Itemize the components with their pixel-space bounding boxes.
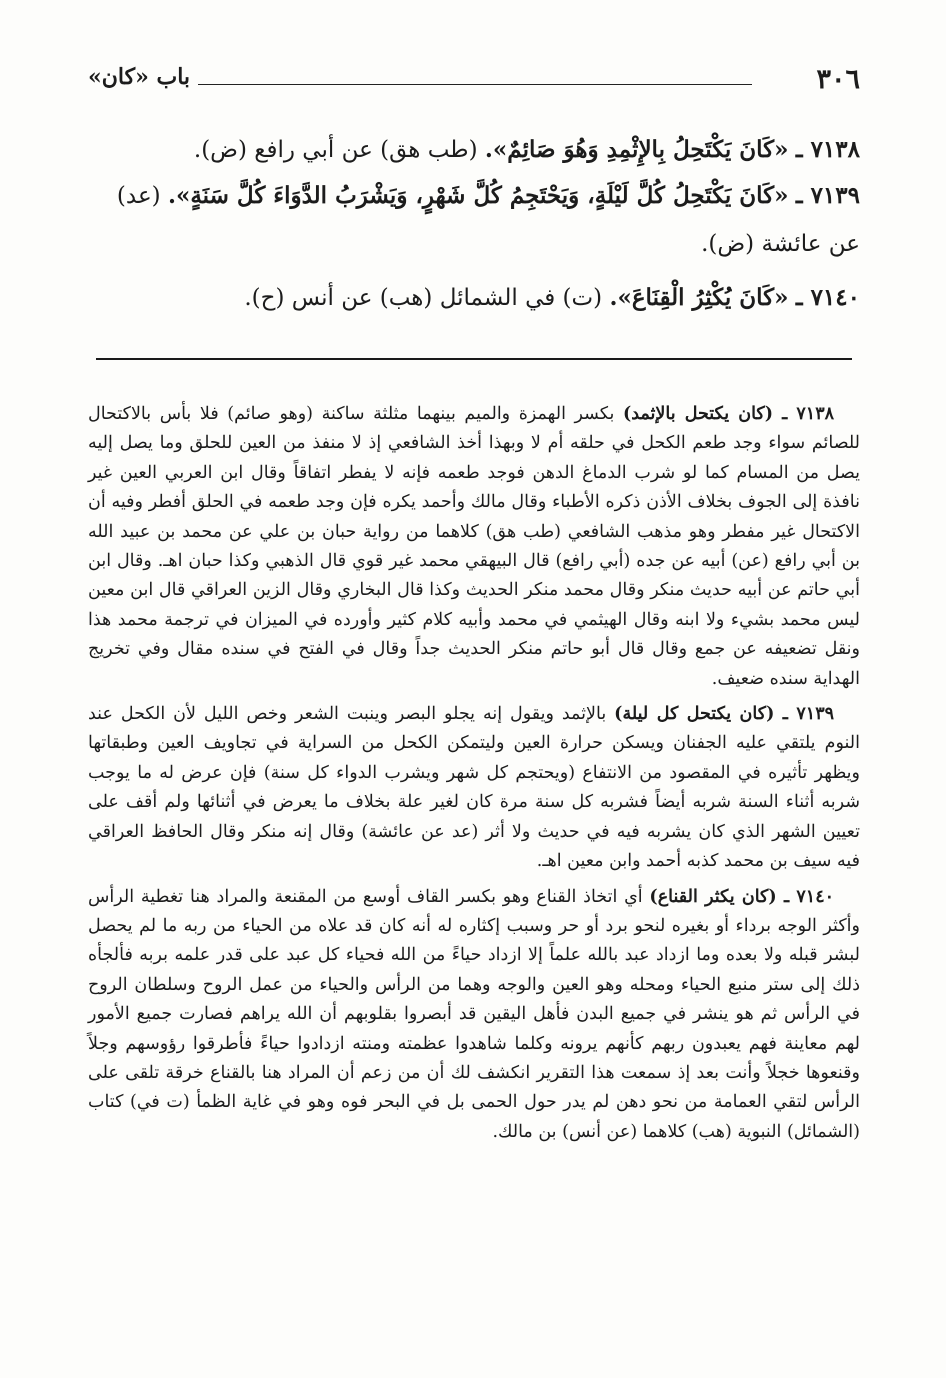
header-rule — [198, 84, 752, 85]
commentary-paragraph-7139 — [88, 700, 860, 876]
commentary-text: بالإثمد ويقول إنه يجلو البصر وينبت الشعر وخص الليل لأن الكحل عند النوم يلتقي عليه الجفنان ويسكن حرارة العين وليتمكن الكحل من السراية في تجاويف العين وطبقاتها ويظهر تأثيره في المقصود من الانتفاع (ويحتجم كل شهر ويشرب الدواء كل سنة) فإن عرض له ما يوجب شربه أثناء السنة شربه أيضاً فشربه كل سنة مرة كان لغير علة بخلاف ما يعرض في أثنائها ولم أقف على تعيين الشهر الذي كان يشربه فيه في حديث ولا أثر (عد عن عائشة) وقال إنه منكر وقال الحافظ العراقي فيه سيف بن محمد كذبه أحمد وابن معين اهـ. — [88, 704, 860, 872]
hadith-source: (ت) في الشمائل (هب) عن أنس (ح). — [244, 285, 603, 311]
commentary-text: أي اتخاذ القناع وهو بكسر القاف أوسع من المقنعة والمراد هنا تغطية الرأس وأكثر الوجه برداء أو بغيره لنحو برد أو حر وسبب إكثاره له أنه كان قد علاه من الحياء من ربه ما لم يحصل لبشر قبله ولا بعده وما ازداد عبد بالله علماً إلا ازداد حياءً من الله فحياء كل عبد على قدر علمه بربه فألجأه ذلك إلى ستر منبع الحياء ومحله وهو العين والوجه وهما من الرأس والحياء من عمل الروح وسلطان الروح في الرأس ثم هو ينشر في جميع البدن فأهل اليقين قد أبصروا بقلوبهم أن الله يراهم فصارت جميع الأمور لهم معاينة فهم يعبدون ربهم كأنهم يرونه وكلما شاهدوا عظمته ومنته ازدادوا حياءً فأطرقوا رؤوسهم وجلاً وقنعوها خجلاً وأنت بعد إذ سمعت هذا التقرير انكشف لك أن من زعم أن المراد هنا بالقناع خرقة تلقى على الرأس لتقي العمامة من نحو دهن لم يدر حول الحمى بل في البحر فوه وهو في غاية الظمأ (ت في) كتاب (الشمائل) النبوية (هب) كلاهما (عن أنس) بن مالك. — [88, 886, 860, 1142]
hadith-7140 — [88, 274, 860, 322]
hadith-7139 — [88, 172, 860, 268]
commentary-text: بكسر الهمزة والميم بينهما مثلثة ساكنة (وهو صائم) فلا بأس بالاكتحال للصائم سواء وجد طعم الكحل في حلقه أم لا وبهذا أخذ الشافعي إذ لا منفذ من العين للحلق وما يصل إليه يصل من المسام كما لو شرب الدماغ الدهن فوجد طعمه فإنه لا يفطر اتفاقاً وقال ابن العربي العين غير نافذة إلى الجوف بخلاف الأذن ذكره الأطباء وقال مالك وأحمد يكره فإن وجد طعمه في الحلق أفطر وفيه أن الاكتحال غير مفطر وهو مذهب الشافعي (طب هق) كلاهما من رواية حبان بن علي عن محمد بن عبيد الله بن أبي رافع (عن) أبيه عن جده (أبي رافع) قال البيهقي محمد غير قوي قال الذهبي وكذا حبان اهـ. وقال ابن أبي حاتم عن أبيه حديث منكر وقال محمد منكر الحديث وكذا قال البخاري وقال الزين العراقي قال ابن معين ليس محمد بشيء ولا ابنه وقال الهيثمي في محمد وأبيه كلام كثير وأورده في الميزان في ترجمة محمد هذا ونقل تضعيفه عن جمع وقال قال أبو حاتم منكر الحديث جداً وقال في الفتح في سنده مقال وفي تخريج الهداية سنده ضعيف. — [88, 404, 860, 689]
hadith-7138 — [88, 126, 860, 174]
section-divider — [96, 358, 852, 360]
hadith-number: ٧١٤٠ ـ — [795, 284, 860, 311]
chapter-title: باب «كان» — [88, 64, 191, 90]
commentary-lead: ٧١٣٩ ـ (كان يكتحل كل ليلة) — [614, 704, 834, 725]
commentary-lead: ٧١٣٨ ـ (كان يكتحل بالإثمد) — [622, 404, 835, 424]
page-number: ٣٠٦ — [816, 64, 860, 95]
hadith-number: ٧١٣٨ ـ — [795, 136, 860, 163]
hadith-number: ٧١٣٩ ـ — [795, 182, 860, 209]
hadith-source: (عد) عن عائشة (ض). — [116, 183, 860, 257]
hadith-text: «كَانَ يَكْتَحِلُ بِالإِثْمِدِ وَهُوَ صَائِمٌ». — [484, 136, 789, 163]
hadith-source: (طب هق) عن أبي رافع (ض). — [193, 137, 478, 163]
hadith-text: «كَانَ يُكْثِرُ الْقِنَاعَ». — [609, 284, 789, 311]
hadith-text: «كَانَ يَكْتَحِلُ كُلَّ لَيْلَةٍ، وَيَحْتَجِمُ كُلَّ شَهْرٍ، وَيَشْرَبُ الدَّوَاءَ كُلَّ سَنَةٍ». — [167, 182, 789, 209]
commentary-paragraph-7140 — [88, 883, 860, 1148]
commentary — [88, 400, 860, 1153]
commentary-lead: ٧١٤٠ ـ (كان يكثر القناع) — [649, 886, 834, 907]
page-header — [88, 60, 860, 94]
commentary-paragraph-7138 — [88, 400, 860, 694]
